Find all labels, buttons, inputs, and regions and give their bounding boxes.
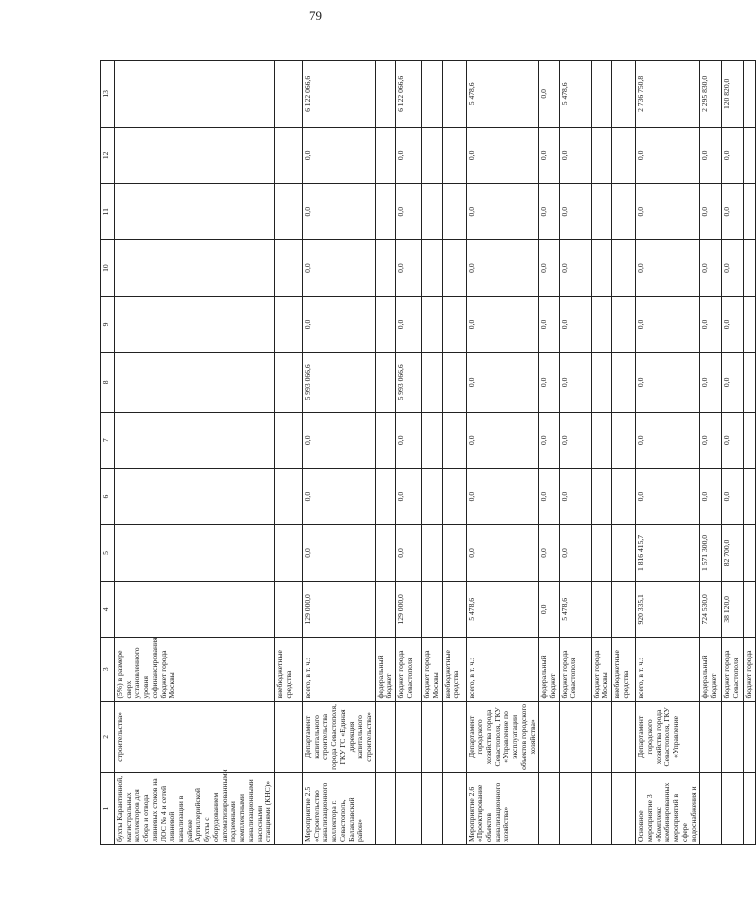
funding-source-cell: бюджет города Севастополя: [722, 638, 744, 702]
value-cell: [375, 127, 395, 183]
value-cell: [274, 61, 302, 128]
funding-source-cell: бюджет города Москвы: [422, 638, 442, 702]
value-cell: [422, 353, 442, 412]
value-cell: [744, 581, 756, 637]
value-cell: 0,0: [700, 240, 722, 296]
activity-cell: [559, 773, 591, 845]
value-cell: 0,0: [722, 184, 744, 240]
value-cell: [612, 468, 636, 524]
value-cell: 0,0: [466, 353, 539, 412]
funding-source-cell: внебюджетные средства: [274, 638, 302, 702]
budget-table: [100, 60, 756, 845]
value-cell: 0,0: [302, 468, 375, 524]
activity-cell: [375, 773, 395, 845]
activity-cell: [396, 773, 422, 845]
value-cell: 0,0: [559, 127, 591, 183]
value-cell: [274, 525, 302, 581]
table-row: [591, 61, 611, 845]
value-cell: 5 478,6: [466, 61, 539, 128]
header-cell: 12: [101, 127, 115, 183]
value-cell: 0,0: [396, 525, 422, 581]
value-cell: 0,0: [559, 468, 591, 524]
table-row: [274, 61, 302, 845]
activity-cell: [700, 773, 722, 845]
value-cell: [274, 468, 302, 524]
value-cell: [591, 468, 611, 524]
value-cell: [442, 127, 466, 183]
value-cell: 0,0: [539, 525, 559, 581]
value-cell: 0,0: [700, 412, 722, 468]
value-cell: 0,0: [396, 127, 422, 183]
value-cell: [442, 353, 466, 412]
value-cell: 0,0: [539, 240, 559, 296]
value-cell: [274, 353, 302, 412]
value-cell: 0,0: [302, 296, 375, 352]
value-cell: [612, 61, 636, 128]
header-cell: 13: [101, 61, 115, 128]
value-cell: 0,0: [700, 127, 722, 183]
value-cell: [591, 353, 611, 412]
funding-source-cell: внебюджетные средства: [612, 638, 636, 702]
rotated-table-container: [100, 60, 754, 845]
funding-source-cell: всего, в т. ч.:: [636, 638, 700, 702]
value-cell: 0,0: [559, 353, 591, 412]
value-cell: 0,0: [722, 468, 744, 524]
value-cell: [591, 127, 611, 183]
header-cell: 2: [101, 701, 115, 773]
value-cell: 0,0: [466, 525, 539, 581]
table-row: [612, 61, 636, 845]
value-cell: 0,0: [302, 127, 375, 183]
value-cell: 0,0: [466, 296, 539, 352]
value-cell: [115, 412, 275, 468]
value-cell: [115, 127, 275, 183]
value-cell: [274, 240, 302, 296]
value-cell: 0,0: [396, 240, 422, 296]
value-cell: [274, 412, 302, 468]
value-cell: 0,0: [302, 412, 375, 468]
value-cell: 0,0: [559, 240, 591, 296]
value-cell: 0,0: [302, 184, 375, 240]
activity-cell: [539, 773, 559, 845]
value-cell: 0,0: [636, 296, 700, 352]
value-cell: 0,0: [539, 353, 559, 412]
activity-cell: Основное мероприятие 3 «Комплекс комбинированных мероприятий в сфере водоснабжения и: [636, 773, 700, 845]
value-cell: 0,0: [636, 127, 700, 183]
value-cell: [591, 184, 611, 240]
value-cell: [115, 240, 275, 296]
executor-cell: [744, 701, 756, 773]
value-cell: 6 122 066,6: [396, 61, 422, 128]
activity-cell: [274, 773, 302, 845]
header-cell: 10: [101, 240, 115, 296]
value-cell: 6 122 066,6: [302, 61, 375, 128]
value-cell: [442, 468, 466, 524]
value-cell: 0,0: [722, 240, 744, 296]
table-row: [722, 61, 744, 845]
value-cell: [612, 127, 636, 183]
value-cell: [375, 240, 395, 296]
funding-source-cell: бюджет города Москвы: [591, 638, 611, 702]
value-cell: 0,0: [302, 525, 375, 581]
value-cell: 0,0: [700, 468, 722, 524]
header-row: [101, 61, 115, 845]
value-cell: [422, 525, 442, 581]
funding-source-cell: всего, в т. ч.:: [302, 638, 375, 702]
table-row: [466, 61, 539, 845]
value-cell: [115, 468, 275, 524]
value-cell: [375, 184, 395, 240]
value-cell: 129 000,0: [302, 581, 375, 637]
executor-cell: [591, 701, 611, 773]
value-cell: [115, 525, 275, 581]
value-cell: 0,0: [559, 412, 591, 468]
value-cell: 0,0: [636, 184, 700, 240]
table-row: [700, 61, 722, 845]
value-cell: [744, 240, 756, 296]
value-cell: 0,0: [539, 468, 559, 524]
value-cell: [591, 412, 611, 468]
value-cell: 0,0: [700, 296, 722, 352]
value-cell: [115, 353, 275, 412]
executor-cell: [559, 701, 591, 773]
activity-cell: Мероприятие 2.6 «Проектирование объектов канализационного хозяйства»: [466, 773, 539, 845]
value-cell: [612, 184, 636, 240]
value-cell: [744, 353, 756, 412]
value-cell: 0,0: [539, 296, 559, 352]
value-cell: [375, 353, 395, 412]
value-cell: [612, 525, 636, 581]
executor-cell: [612, 701, 636, 773]
value-cell: [442, 525, 466, 581]
funding-source-cell: бюджет города Севастополя: [396, 638, 422, 702]
table-row: [539, 61, 559, 845]
value-cell: 0,0: [559, 525, 591, 581]
header-cell: 9: [101, 296, 115, 352]
value-cell: [612, 581, 636, 637]
value-cell: 5 478,6: [559, 581, 591, 637]
value-cell: [591, 581, 611, 637]
value-cell: [744, 468, 756, 524]
executor-cell: [274, 701, 302, 773]
value-cell: 0,0: [539, 581, 559, 637]
value-cell: 38 120,0: [722, 581, 744, 637]
value-cell: [375, 581, 395, 637]
value-cell: 5 478,6: [559, 61, 591, 128]
value-cell: [422, 412, 442, 468]
value-cell: [612, 240, 636, 296]
funding-source-cell: всего, в т. ч.:: [466, 638, 539, 702]
header-cell: 11: [101, 184, 115, 240]
value-cell: [375, 296, 395, 352]
value-cell: 1 816 415,7: [636, 525, 700, 581]
header-cell: 1: [101, 773, 115, 845]
header-cell: 5: [101, 525, 115, 581]
value-cell: [591, 525, 611, 581]
value-cell: [115, 61, 275, 128]
executor-cell: Департамент городского хозяйства города Севастополя, ГКУ «Управление: [636, 701, 700, 773]
value-cell: [442, 61, 466, 128]
table-row: [302, 61, 375, 845]
activity-cell: [722, 773, 744, 845]
value-cell: [744, 525, 756, 581]
funding-source-cell: федеральный бюджет: [539, 638, 559, 702]
table-row: [442, 61, 466, 845]
table-row: [744, 61, 756, 845]
table-row: [396, 61, 422, 845]
activity-cell: Мероприятие 2.5 «Строительство канализационного коллектора г. Севастополь, Балаклавский район»: [302, 773, 375, 845]
value-cell: 0,0: [722, 353, 744, 412]
value-cell: [442, 296, 466, 352]
value-cell: 0,0: [466, 412, 539, 468]
activity-cell: бухты Карантинной, магистральных коллекторов для сбора и отвода ливневых стоков на ЛОС № 4 и сетей ливневой канализации в районе Артиллерийской бухты с оборудованием автоматизированными подземными комплектными канализационными насосными станциями (КНС)»: [115, 773, 275, 845]
value-cell: 0,0: [636, 240, 700, 296]
value-cell: 0,0: [722, 127, 744, 183]
value-cell: 0,0: [722, 412, 744, 468]
funding-source-cell: внебюджетные средства: [442, 638, 466, 702]
activity-cell: [591, 773, 611, 845]
value-cell: [442, 581, 466, 637]
value-cell: 0,0: [466, 468, 539, 524]
activity-cell: [744, 773, 756, 845]
value-cell: 0,0: [396, 468, 422, 524]
value-cell: 0,0: [636, 468, 700, 524]
value-cell: 0,0: [700, 184, 722, 240]
header-cell: 6: [101, 468, 115, 524]
value-cell: [442, 184, 466, 240]
value-cell: 0,0: [396, 184, 422, 240]
executor-cell: [396, 701, 422, 773]
activity-cell: [442, 773, 466, 845]
value-cell: [274, 296, 302, 352]
value-cell: [422, 184, 442, 240]
value-cell: 2 295 830,0: [700, 61, 722, 128]
activity-cell: [422, 773, 442, 845]
value-cell: [422, 61, 442, 128]
value-cell: [115, 581, 275, 637]
executor-cell: [700, 701, 722, 773]
value-cell: [115, 184, 275, 240]
value-cell: 0,0: [539, 127, 559, 183]
value-cell: [744, 61, 756, 128]
value-cell: 0,0: [396, 412, 422, 468]
executor-cell: строительства»: [115, 701, 275, 773]
executor-cell: [375, 701, 395, 773]
value-cell: [591, 240, 611, 296]
value-cell: 0,0: [302, 240, 375, 296]
value-cell: [422, 240, 442, 296]
table-row: [375, 61, 395, 845]
value-cell: [375, 61, 395, 128]
value-cell: [744, 127, 756, 183]
value-cell: [744, 184, 756, 240]
value-cell: 120 820,0: [722, 61, 744, 128]
value-cell: 0,0: [722, 296, 744, 352]
funding-source-cell: бюджет города: [744, 638, 756, 702]
value-cell: 129 000,0: [396, 581, 422, 637]
value-cell: 0,0: [700, 353, 722, 412]
funding-source-cell: федеральный бюджет: [700, 638, 722, 702]
value-cell: [744, 412, 756, 468]
value-cell: 82 700,0: [722, 525, 744, 581]
page-number: 79: [309, 8, 322, 23]
value-cell: 0,0: [466, 184, 539, 240]
executor-cell: Департамент капитального строительства города Севастополя, ГКУ ГС «Единая дирекция капитального строительства»: [302, 701, 375, 773]
value-cell: 5 993 066,6: [396, 353, 422, 412]
value-cell: 0,0: [559, 184, 591, 240]
table-row: [422, 61, 442, 845]
value-cell: 1 571 300,0: [700, 525, 722, 581]
value-cell: [612, 296, 636, 352]
value-cell: [442, 240, 466, 296]
executor-cell: [422, 701, 442, 773]
value-cell: 0,0: [636, 353, 700, 412]
funding-source-cell: федеральный бюджет: [375, 638, 395, 702]
value-cell: [422, 581, 442, 637]
header-cell: 8: [101, 353, 115, 412]
executor-cell: [722, 701, 744, 773]
funding-source-cell: бюджет города Севастополя: [559, 638, 591, 702]
funding-source-cell: (5%) в размере сверх установленного уровня софинансирования бюджет города Москвы: [115, 638, 275, 702]
value-cell: 5 478,6: [466, 581, 539, 637]
value-cell: [442, 412, 466, 468]
value-cell: [422, 127, 442, 183]
value-cell: [591, 296, 611, 352]
value-cell: [274, 184, 302, 240]
value-cell: 0,0: [539, 184, 559, 240]
table-row: [559, 61, 591, 845]
value-cell: [274, 581, 302, 637]
value-cell: 0,0: [539, 61, 559, 128]
value-cell: [612, 353, 636, 412]
value-cell: 0,0: [466, 127, 539, 183]
value-cell: 724 530,0: [700, 581, 722, 637]
value-cell: [115, 296, 275, 352]
value-cell: [375, 525, 395, 581]
executor-cell: [539, 701, 559, 773]
executor-cell: Департамент городского хозяйства города Севастополя, ГКУ «Управление по эксплуатации объектов городского хозяйства»: [466, 701, 539, 773]
value-cell: [375, 468, 395, 524]
value-cell: [274, 127, 302, 183]
table-row: [636, 61, 700, 845]
value-cell: 920 335,1: [636, 581, 700, 637]
value-cell: [591, 61, 611, 128]
header-cell: 3: [101, 638, 115, 702]
value-cell: [612, 412, 636, 468]
header-cell: 7: [101, 412, 115, 468]
header-cell: 4: [101, 581, 115, 637]
value-cell: [375, 412, 395, 468]
value-cell: [744, 296, 756, 352]
executor-cell: [442, 701, 466, 773]
value-cell: 2 736 750,8: [636, 61, 700, 128]
value-cell: [422, 468, 442, 524]
activity-cell: [612, 773, 636, 845]
value-cell: 0,0: [559, 296, 591, 352]
value-cell: 5 993 066,6: [302, 353, 375, 412]
value-cell: 0,0: [396, 296, 422, 352]
value-cell: 0,0: [466, 240, 539, 296]
table-row: [115, 61, 275, 845]
value-cell: [422, 296, 442, 352]
value-cell: 0,0: [539, 412, 559, 468]
value-cell: 0,0: [636, 412, 700, 468]
